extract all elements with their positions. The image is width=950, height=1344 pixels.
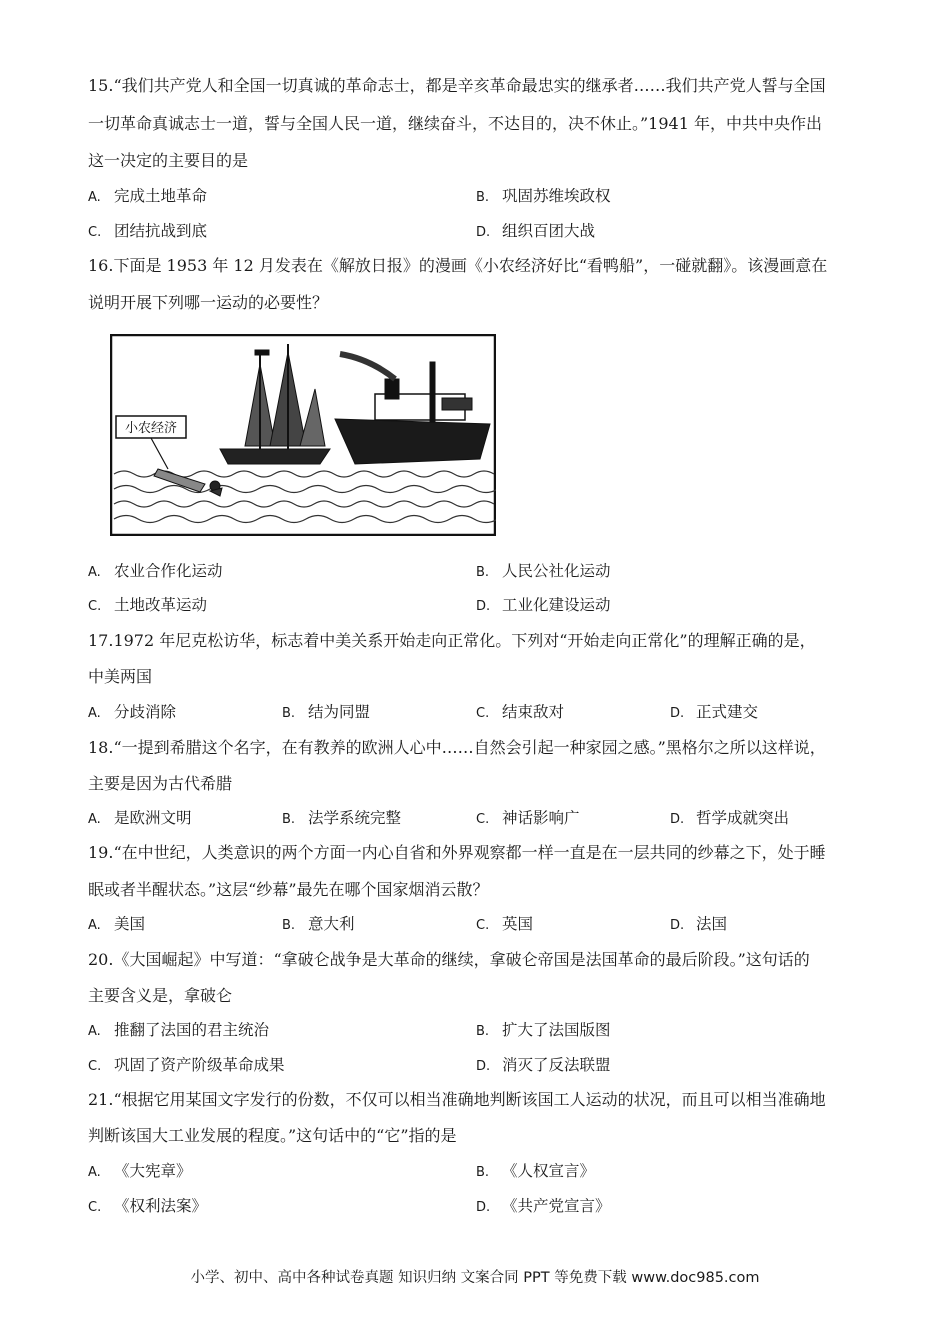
option-text: 英国 [502, 915, 534, 933]
small-farm-label: 小农经济 [124, 421, 178, 436]
q17-option-d[interactable] [670, 702, 758, 724]
q18-option-b[interactable] [282, 808, 401, 830]
q21-option-b[interactable] [476, 1161, 595, 1183]
option-letter: A. [88, 918, 101, 933]
option-letter: D. [670, 706, 685, 721]
option-text: 土地改革运动 [114, 596, 208, 614]
option-letter: B. [476, 1024, 490, 1039]
q21-stem-line-1: 21.“根据它用某国文字发行的份数，不仅可以相当准确地判断该国工人运动的状况，而且可以相当准确地 [88, 1090, 826, 1109]
q17-stem-line-1: 17.1972 年尼克松访华，标志着中美关系开始走向正常化。下列对“开始走向正常化”的理解正确的是， [88, 631, 816, 650]
q20-option-d[interactable] [476, 1055, 611, 1077]
option-text: 《权利法案》 [114, 1197, 208, 1215]
option-text: 正式建交 [696, 703, 759, 721]
option-letter: B. [476, 1165, 490, 1180]
option-letter: A. [88, 1024, 101, 1039]
option-text: 法学系统完整 [308, 809, 402, 827]
option-letter: B. [282, 918, 296, 933]
q16-stem-line-1: 16.下面是 1953 年 12 月发表在《解放日报》的漫画《小农经济好比“看鸭船”，一碰就翻》。该漫画意在 [88, 256, 828, 275]
option-letter: B. [282, 706, 296, 721]
option-text: 意大利 [308, 915, 355, 933]
q16-option-d[interactable] [476, 595, 611, 617]
q21-option-d[interactable] [476, 1196, 611, 1218]
option-text: 扩大了法国版图 [502, 1021, 611, 1039]
option-text: 是欧洲文明 [114, 809, 192, 827]
cartoon-image [110, 334, 496, 536]
option-text: 哲学成就突出 [696, 809, 790, 827]
option-letter: C. [88, 1059, 102, 1074]
q20-option-c[interactable] [88, 1055, 285, 1077]
option-text: 人民公社化运动 [502, 562, 611, 580]
q20-stem-line-2: 主要含义是，拿破仑 [88, 986, 233, 1005]
q18-option-d[interactable] [670, 808, 789, 830]
option-text: 消灭了反法联盟 [502, 1056, 611, 1074]
q15-stem-line-2: 一切革命真诚志士一道，誓与全国人民一道，继续奋斗，不达目的，决不休止。”1941 年，中共中央作出 [88, 114, 822, 133]
q16-option-c[interactable] [88, 595, 207, 617]
option-letter: D. [476, 1200, 491, 1215]
q21-option-a[interactable] [88, 1161, 192, 1183]
q21-stem-line-2: 判断该国大工业发展的程度。”这句话中的“它”指的是 [88, 1126, 457, 1145]
option-text: 完成土地革命 [114, 187, 208, 205]
option-letter: D. [476, 1059, 491, 1074]
q16-option-b[interactable] [476, 561, 611, 583]
option-text: 结为同盟 [308, 703, 371, 721]
q18-stem-line-2: 主要是因为古代希腊 [88, 774, 233, 793]
q20-option-b[interactable] [476, 1020, 611, 1042]
q19-stem-line-1: 19.“在中世纪，人类意识的两个方面一内心自省和外界观察都一样一直是在一层共同的纱幕之下，处于睡 [88, 843, 826, 862]
q19-option-b[interactable] [282, 914, 355, 936]
q17-stem-line-2: 中美两国 [88, 667, 153, 686]
q16-option-a[interactable] [88, 561, 223, 583]
q19-option-a[interactable] [88, 914, 145, 936]
option-text: 《共产党宣言》 [502, 1197, 611, 1215]
option-letter: D. [476, 225, 491, 240]
q20-stem-line-1: 20.《大国崛起》中写道：“拿破仑战争是大革命的继续，拿破仑帝国是法国革命的最后阶段。”这句话的 [88, 950, 810, 969]
option-text: 《人权宣言》 [502, 1162, 596, 1180]
q19-option-c[interactable] [476, 914, 533, 936]
option-letter: B. [476, 190, 490, 205]
q17-option-c[interactable] [476, 702, 564, 724]
option-text: 团结抗战到底 [114, 222, 208, 240]
q19-option-d[interactable] [670, 914, 727, 936]
q18-option-a[interactable] [88, 808, 192, 830]
q15-option-c[interactable] [88, 221, 207, 243]
option-letter: A. [88, 565, 101, 580]
option-letter: C. [88, 225, 102, 240]
option-text: 工业化建设运动 [502, 596, 611, 614]
option-text: 《大宪章》 [114, 1162, 192, 1180]
option-text: 结束敌对 [502, 703, 565, 721]
option-letter: C. [476, 812, 490, 827]
q20-option-a[interactable] [88, 1020, 269, 1042]
q15-option-d[interactable] [476, 221, 595, 243]
q17-option-b[interactable] [282, 702, 370, 724]
option-letter: D. [670, 812, 685, 827]
option-text: 美国 [114, 915, 146, 933]
option-letter: A. [88, 812, 101, 827]
option-letter: D. [476, 599, 491, 614]
q15-stem-line-3: 这一决定的主要目的是 [88, 151, 249, 170]
option-text: 农业合作化运动 [114, 562, 223, 580]
q16-stem-line-2: 说明开展下列哪一运动的必要性？ [88, 293, 329, 312]
option-letter: B. [476, 565, 490, 580]
option-text: 组织百团大战 [502, 222, 596, 240]
q21-option-c[interactable] [88, 1196, 207, 1218]
q18-stem-line-1: 18.“一提到希腊这个名字，在有教养的欧洲人心中……自然会引起一种家园之感。”黑格尔之所以这样说， [88, 738, 826, 757]
footer-text: 小学、初中、高中各种试卷真题 知识归纳 文案合同 PPT 等免费下载 www.doc985.com [190, 1270, 760, 1286]
q15-option-b[interactable] [476, 186, 611, 208]
option-letter: C. [88, 1200, 102, 1215]
option-text: 巩固苏维埃政权 [502, 187, 611, 205]
option-letter: C. [476, 918, 490, 933]
q19-stem-line-2: 眠或者半醒状态。”这层“纱幕”最先在哪个国家烟消云散？ [88, 880, 489, 899]
option-letter: C. [88, 599, 102, 614]
option-text: 法国 [696, 915, 728, 933]
option-text: 巩固了资产阶级革命成果 [114, 1056, 285, 1074]
option-text: 分歧消除 [114, 703, 177, 721]
option-letter: A. [88, 190, 101, 205]
option-letter: A. [88, 706, 101, 721]
option-letter: C. [476, 706, 490, 721]
option-letter: A. [88, 1165, 101, 1180]
q17-option-a[interactable] [88, 702, 176, 724]
q18-option-c[interactable] [476, 808, 580, 830]
option-text: 神话影响广 [502, 809, 580, 827]
option-letter: D. [670, 918, 685, 933]
option-text: 推翻了法国的君主统治 [114, 1021, 270, 1039]
q15-option-a[interactable] [88, 186, 207, 208]
q15-stem-line-1: 15.“我们共产党人和全国一切真诚的革命志士，都是辛亥革命最忠实的继承者……我们共产党人誓与全国 [88, 76, 826, 95]
option-letter: B. [282, 812, 296, 827]
